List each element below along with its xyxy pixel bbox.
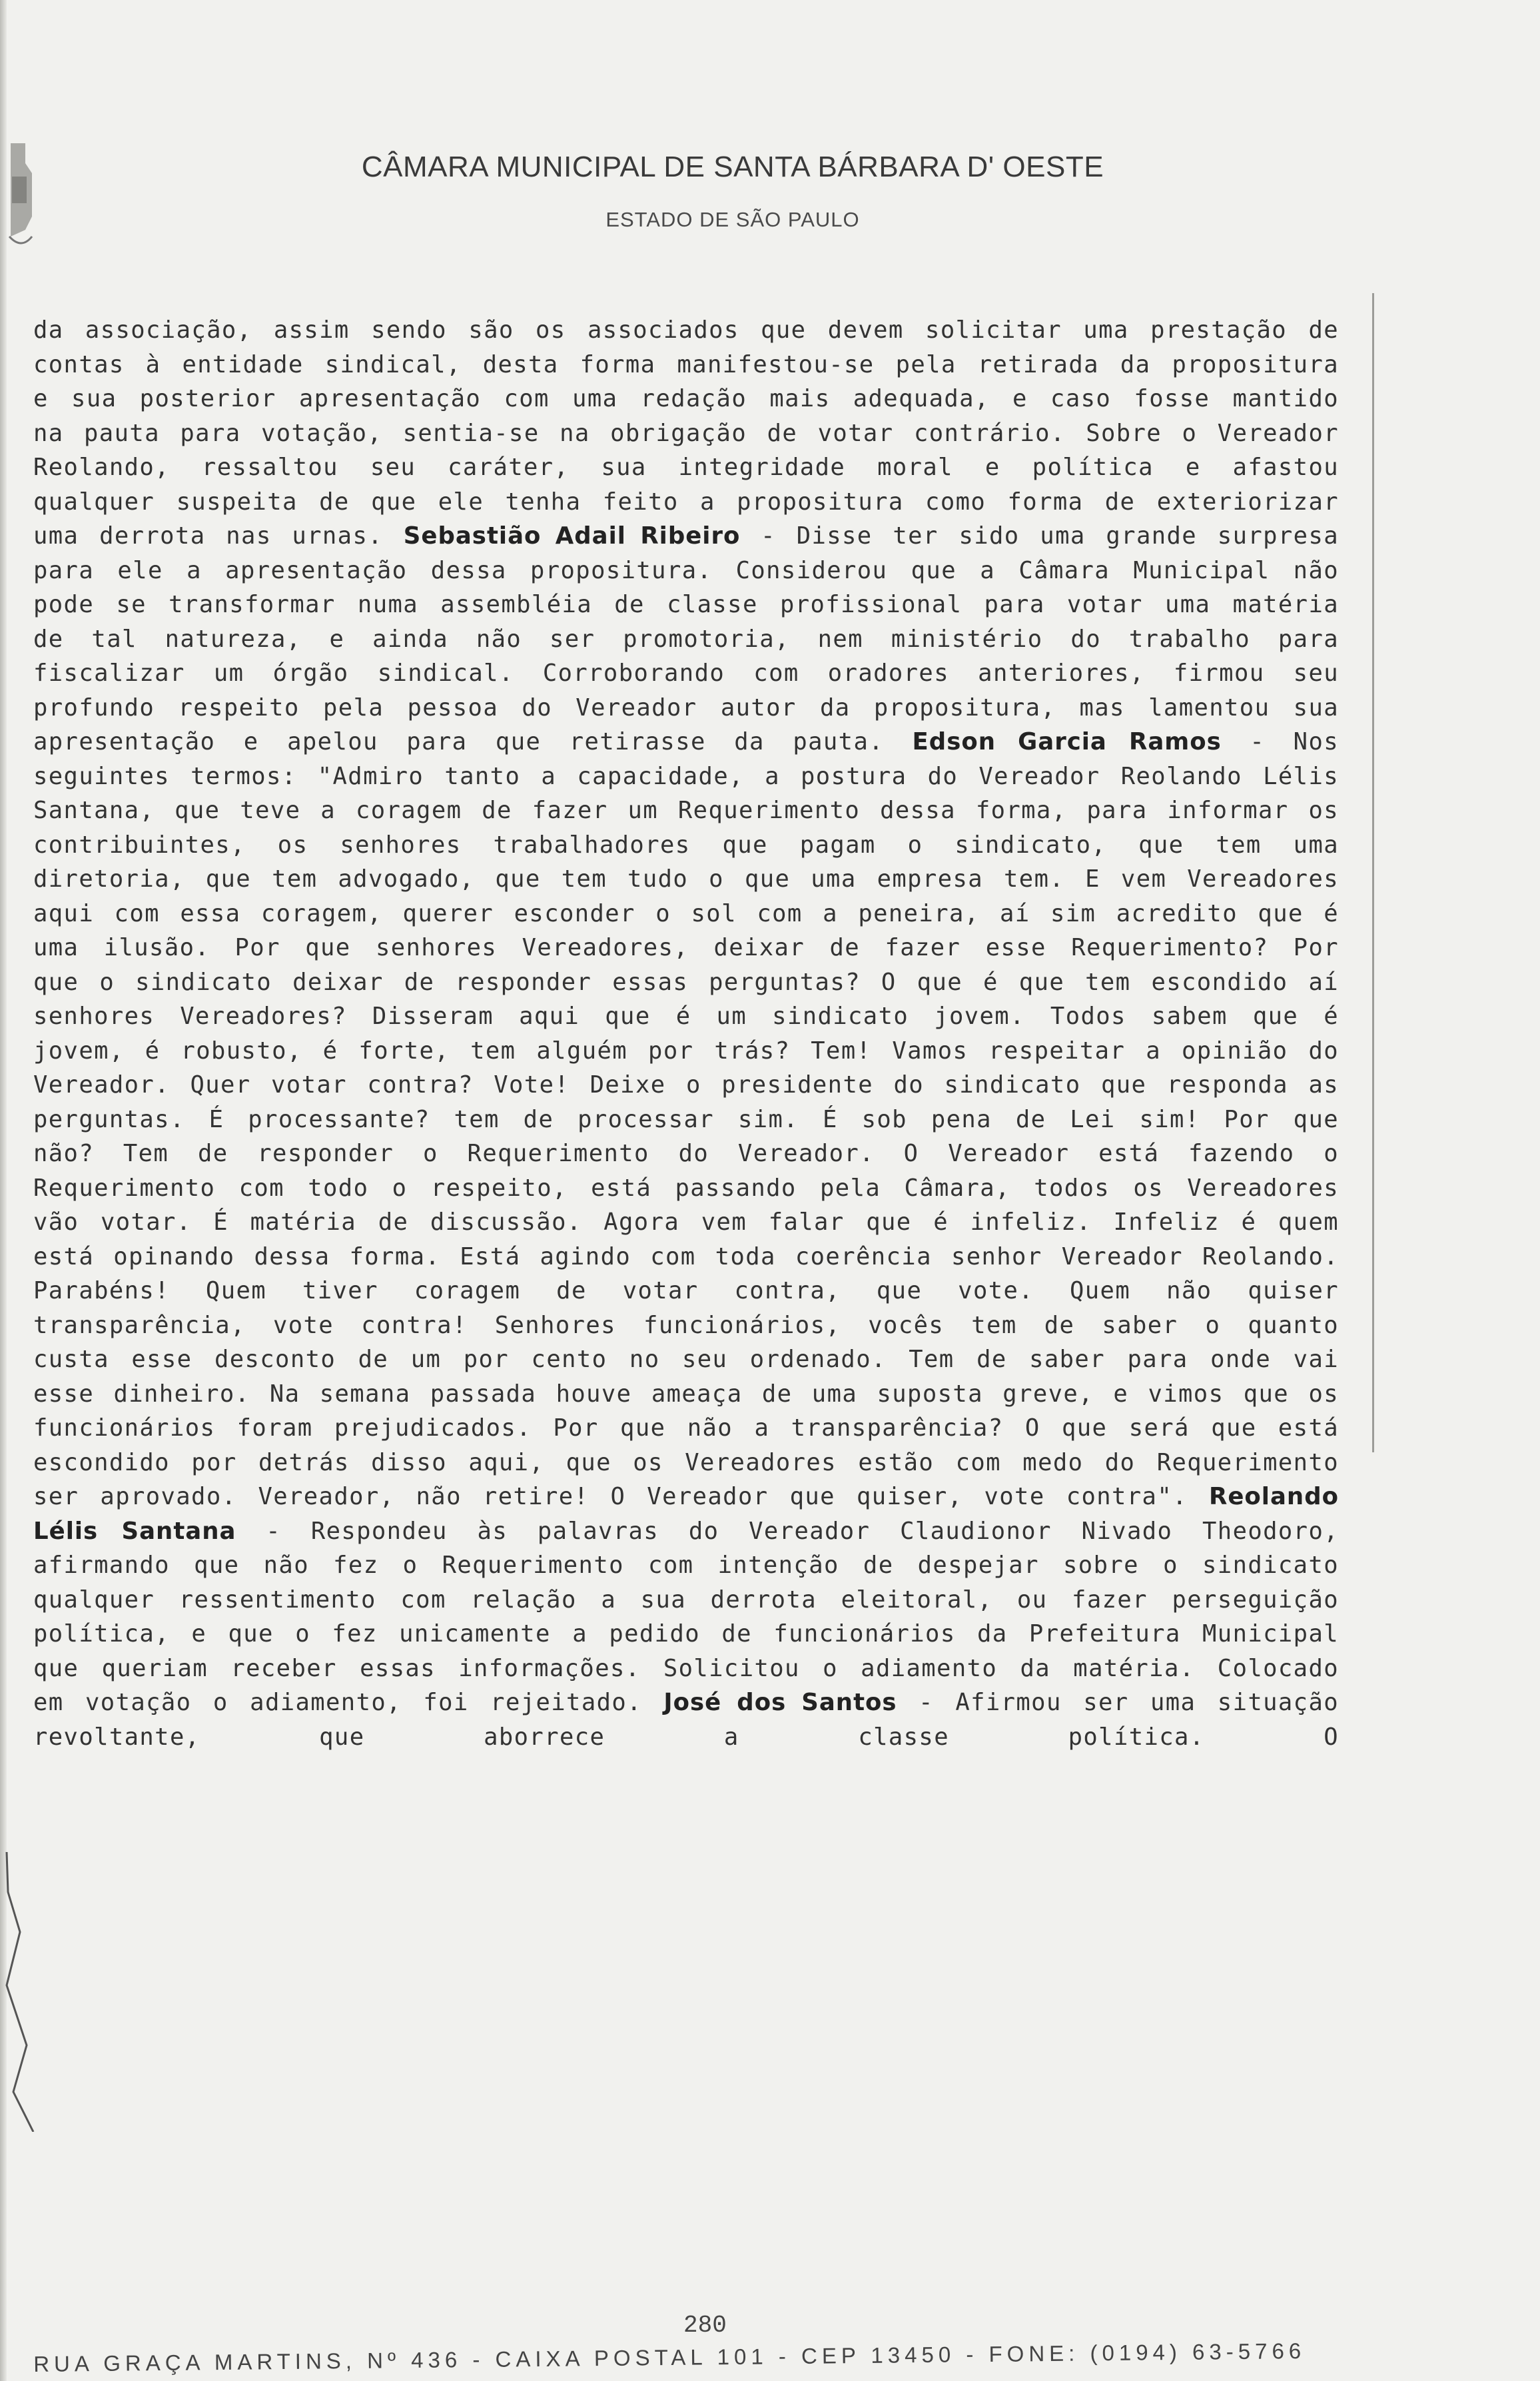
text-segment: - Disse ter sido uma grande surpresa para ele a apresentação dessa propositura. Considerou que a Câmara Municipal não pode se transformar numa assembléia de classe profissional para votar uma matéria de tal natureza, e ainda não ser promotoria, nem ministério do trabalho para fiscalizar um órgão sindical. Corroborando com oradores anteriores, firmou seu profundo respeito pela pessoa do Vereador autor da propositura, mas lamentou sua apresentação e apelou para que retirasse da pauta. [33, 522, 1339, 755]
page-number: 280 [683, 2312, 727, 2339]
chamber-name: CÂMARA MUNICIPAL DE SANTA BÁRBARA D' OESTE [361, 151, 1104, 183]
letterhead [0, 151, 1465, 232]
speaker-name: Reolando Lélis Santana [33, 1483, 1339, 1545]
text-segment: - Nos seguintes termos: "Admiro tanto a capacidade, a postura do Vereador Reolando Lélis Santana, que teve a coragem de fazer um Requerimento dessa forma, para informar os contribuintes, os senhores trabalhadores que pagam o sindicato, que tem uma diretoria, que tem advogado, que tem tudo o que uma empresa tem. E vem Vereadores aqui com essa coragem, querer esconder o sol com a peneira, aí sim acredito que é uma ilusão. Por que senhores Vereadores, deixar de fazer esse Requerimento? Por que o sindicato deixar de responder essas perguntas? O que é que tem escondido aí senhores Vereadores? Disseram aqui que é um sindicato jovem. Todos sabem que é jovem, é robusto, é forte, tem alguém por trás? Tem! Vamos respeitar a opinião do Vereador. Quer votar contra? Vote! Deixe o presidente do sindicato que responda as perguntas. É processante? tem de processar sim. É sob pena de Lei sim! Por que não? Tem de responder o Requerimento do Vereador. O Vereador está fazendo o Requerimento com todo o respeito, está passando pela Câmara, todos os Vereadores vão votar. É matéria de discussão. Agora vem falar que é infeliz. Infeliz é quem está opinando dessa forma. Está agindo com toda coerência senhor Vereador Reolando. Parabéns! Quem tiver coragem de votar contra, que vote. Quem não quiser transparência, vote contra! Senhores funcionários, vocês tem de saber o quanto custa esse desconto de um por cento no seu ordenado. Tem de saber para onde vai esse dinheiro. Na semana passada houve ameaça de uma suposta greve, e vimos que os funcionários foram prejudicados. Por que não a transparência? O que será que está escondido por detrás disso aqui, que os Vereadores estão com medo do Requerimento ser aprovado. Vereador, não retire! O Vereador que quiser, vote contra". [33, 728, 1340, 1510]
address-footer: RUA GRAÇA MARTINS, Nº 436 - CAIXA POSTAL 101 - CEP 13450 - FONE: (0194) 63-5766 [33, 2338, 1306, 2376]
speaker-name: Edson Garcia Ramos [912, 728, 1222, 755]
text-segment: da associação, assim sendo são os associados que devem solicitar uma prestação de contas à entidade sindical, desta forma manifestou-se pela retirada da propositura e sua posterior apresentação com uma redação mais adequada, e caso fosse mantido na pauta para votação, sentia-se na obrigação de votar contrário. Sobre o Vereador Reolando, ressaltou seu caráter, sua integridade moral e política e afastou qualquer suspeita de que ele tenha feito a propositura como forma de exteriorizar uma derrota nas urnas. [33, 316, 1339, 550]
margin-bracket-mark [0, 1852, 40, 2132]
text-segment: - Respondeu às palavras do Vereador Claudionor Nivado Theodoro, afirmando que não fez o Requerimento com intenção de despejar sobre o sindicato qualquer ressentimento com relação a sua derrota eleitoral, ou fazer perseguição política, e que o fez unicamente a pedido de funcionários da Prefeitura Municipal que queriam receber essas informações. Solicitou o adiamento da matéria. Colocado em votação o adiamento, foi rejeitado. [33, 1517, 1339, 1716]
minutes-paragraph [33, 313, 1339, 1754]
speaker-name: José dos Santos [663, 1689, 897, 1716]
minutes-text [33, 313, 1339, 1754]
speaker-name: Sebastião Adail Ribeiro [403, 522, 741, 550]
state-name: ESTADO DE SÃO PAULO [605, 208, 860, 231]
text-segment: - Afirmou ser uma situação revoltante, que aborrece a classe política. O [33, 1689, 1339, 1751]
text-frame-rule [1372, 293, 1374, 1452]
